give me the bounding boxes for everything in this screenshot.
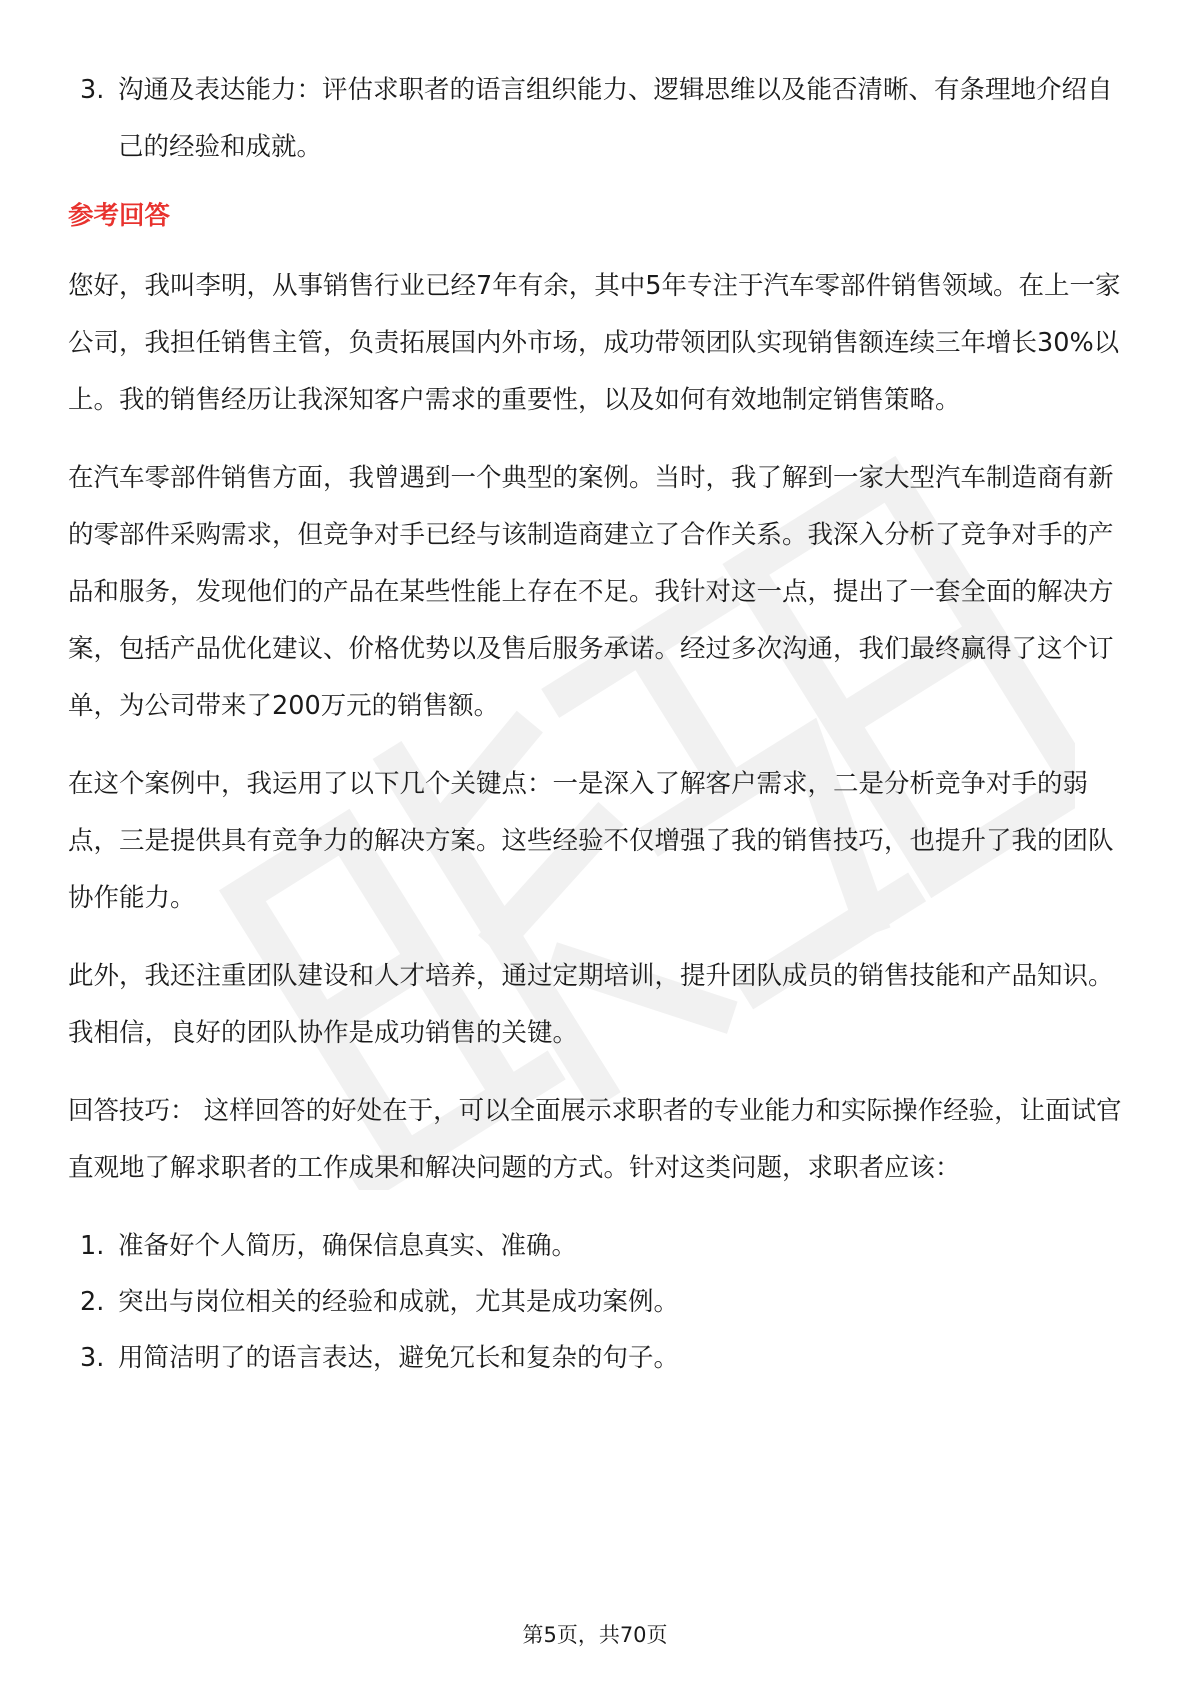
list-item-text: 用简洁明了的语言表达，避免冗长和复杂的句子。: [118, 1343, 680, 1373]
paragraph: 您好，我叫李明，从事销售行业已经7年有余，其中5年专注于汽车零部件销售领域。在上一家公司，我担任销售主管，负责拓展国内外市场，成功带领团队实现销售额连续三年增长30%以上。我的销售经历让我深知客户需求的重要性，以及如何有效地制定销售策略。: [68, 271, 1121, 415]
list-item: [68, 1274, 1124, 1330]
paragraph: 在这个案例中，我运用了以下几个关键点：一是深入了解客户需求，二是分析竞争对手的弱点，三是提供具有竞争力的解决方案。这些经验不仅增强了我的销售技巧，也提升了我的团队协作能力。: [68, 769, 1114, 913]
list-item: [68, 62, 1124, 176]
paragraph: 此外，我还注重团队建设和人才培养，通过定期培训，提升团队成员的销售技能和产品知识。我相信，良好的团队协作是成功销售的关键。: [68, 961, 1114, 1048]
answer-tips-paragraph: 回答技巧： 这样回答的好处在于，可以全面展示求职者的专业能力和实际操作经验，让面试官直观地了解求职者的工作成果和解决问题的方式。针对这类问题，求职者应该：: [68, 1096, 1122, 1183]
tips-list: [68, 1218, 1124, 1386]
list-number: 2.: [80, 1287, 105, 1317]
list-item-text: 沟通及表达能力：评估求职者的语言组织能力、逻辑思维以及能否清晰、有条理地介绍自己的经验和成就。: [118, 75, 1113, 162]
page-footer: 第5页，共70页: [522, 1623, 668, 1647]
list-number: 1.: [80, 1231, 105, 1261]
list-item-text: 准备好个人简历，确保信息真实、准确。: [118, 1231, 578, 1261]
document-content: [68, 62, 1124, 1386]
paragraph: 在汽车零部件销售方面，我曾遇到一个典型的案例。当时，我了解到一家大型汽车制造商有新的零部件采购需求，但竞争对手已经与该制造商建立了合作关系。我深入分析了竞争对手的产品和服务，发现他们的产品在某些性能上存在不足。我针对这一点，提出了一套全面的解决方案，包括产品优化建议、价格优势以及售后服务承诺。经过多次沟通，我们最终赢得了这个订单，为公司带来了200万元的销售额。: [68, 463, 1114, 721]
section-heading: 参考回答: [68, 201, 171, 231]
list-number: 3.: [80, 1343, 105, 1373]
list-item: [68, 1330, 1124, 1386]
list-number: 3.: [80, 75, 105, 105]
list-item: [68, 1218, 1124, 1274]
list-item-text: 突出与岗位相关的经验和成就，尤其是成功案例。: [118, 1287, 680, 1317]
